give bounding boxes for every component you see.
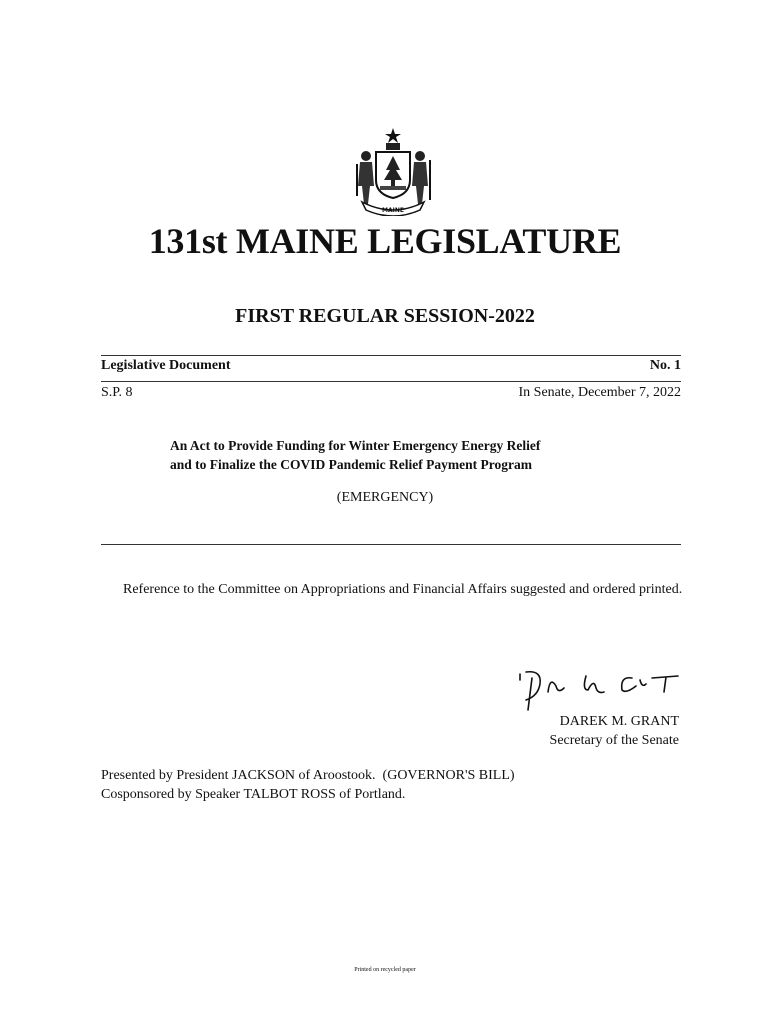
session-heading: FIRST REGULAR SESSION-2022 [235, 305, 535, 327]
signatory-title: Secretary of the Senate [549, 733, 679, 748]
sponsor-block [101, 766, 515, 804]
act-title [170, 436, 650, 474]
legislative-document-row [101, 358, 681, 374]
act-title-line-1: An Act to Provide Funding for Winter Emergency Energy Relief [170, 438, 541, 453]
document-type-label: Legislative Document [101, 358, 231, 373]
signatory-name: DAREK M. GRANT [559, 714, 679, 729]
sp-number: S.P. 8 [101, 385, 133, 400]
committee-reference: Reference to the Committee on Appropriations and Financial Affairs suggested and ordered printed. [123, 582, 683, 597]
act-title-line-2: and to Finalize the COVID Pandemic Relief Payment Program [170, 457, 532, 472]
top-divider [101, 355, 681, 356]
document-number: No. 1 [649, 358, 681, 373]
page-title: 131st MAINE LEGISLATURE [148, 221, 622, 261]
signature-block [550, 712, 679, 750]
handwritten-signature [512, 666, 682, 714]
middle-divider [101, 381, 681, 382]
cosponsored-by: Cosponsored by Speaker TALBOT ROSS of Portland. [101, 787, 406, 802]
senate-info-row [101, 385, 681, 401]
section-divider [101, 544, 681, 545]
emergency-designation: (EMERGENCY) [336, 490, 434, 505]
presented-by: Presented by President JACKSON of Aroostook. (GOVERNOR'S BILL) [101, 768, 515, 783]
maine-state-seal-icon [348, 126, 438, 216]
senate-date: In Senate, December 7, 2022 [518, 385, 681, 400]
seal-banner-text: MAINE [382, 207, 404, 214]
recycled-paper-note: Printed on recycled paper [354, 967, 416, 973]
